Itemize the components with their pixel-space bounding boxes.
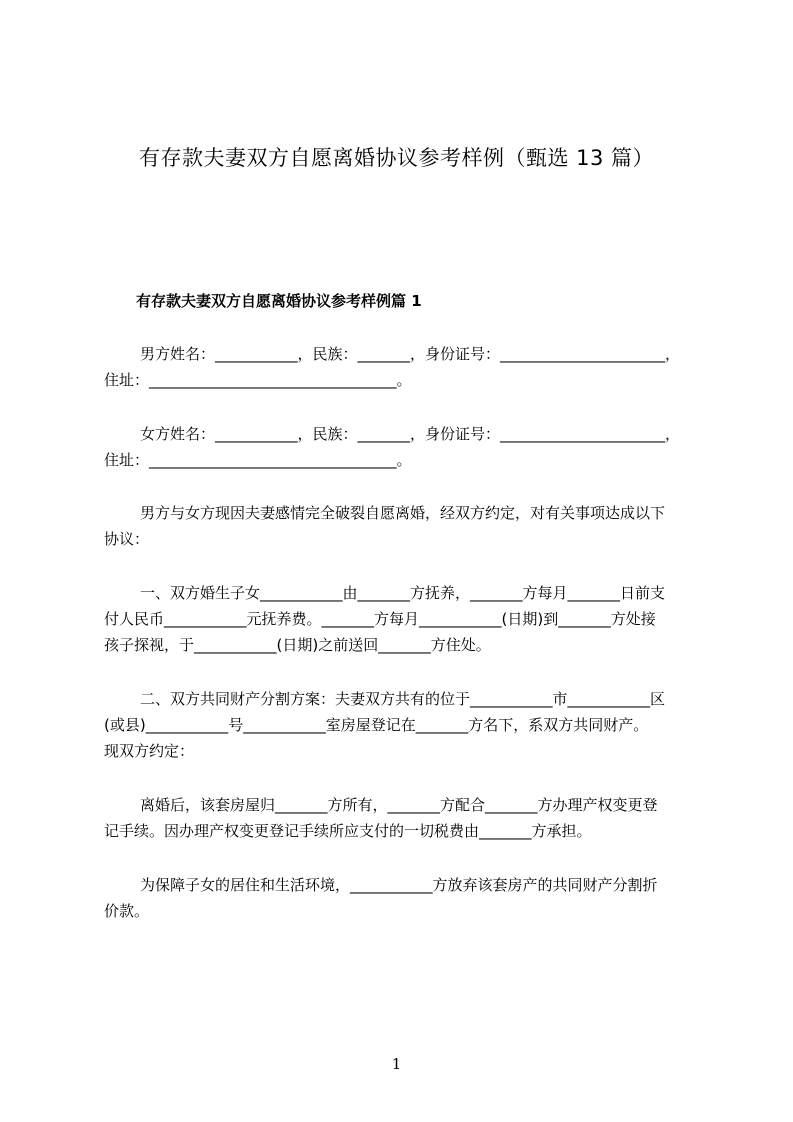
- section-title: 有存款夫妻双方自愿离婚协议参考样例篇 1: [136, 292, 422, 310]
- paragraph-child-residence: [104, 872, 704, 924]
- paragraph-line: 二、双方共同财产分割方案：夫妻双方共有的位于___________市___________区: [140, 690, 666, 708]
- paragraph-agreement-intro: [104, 500, 704, 552]
- paragraph-line: 一、双方婚生子女___________由_______方抚养，_______方每月_______日前支: [140, 584, 666, 602]
- paragraph-property-division: [104, 686, 704, 764]
- page-number: 1: [391, 1055, 402, 1073]
- paragraph-line: 价款。: [104, 902, 150, 920]
- paragraph-male-info: [104, 341, 704, 393]
- paragraph-line: 男方姓名：___________，民族：_______，身份证号：______________________，: [140, 345, 681, 363]
- paragraph-female-info: [104, 421, 704, 473]
- paragraph-line: 女方姓名：___________，民族：_______，身份证号：______________________，: [140, 425, 681, 443]
- paragraph-line: 协议：: [104, 530, 150, 548]
- paragraph-line: (或县)___________号___________室房屋登记在_______方名下，系双方共同财产。: [104, 716, 649, 734]
- paragraph-house-ownership: [104, 792, 704, 844]
- document-title: 有存款夫妻双方自愿离婚协议参考样例（甄选 13 篇）: [138, 146, 655, 170]
- paragraph-line: 男方与女方现因夫妻感情完全破裂自愿离婚，经双方约定，对有关事项达成以下: [140, 504, 666, 522]
- paragraph-line: 离婚后，该套房屋归_______方所有，_______方配合_______方办理产权变更登: [140, 796, 658, 814]
- paragraph-line: 孩子探视，于___________(日期)之前送回_______方住处。: [104, 636, 491, 654]
- paragraph-line: 住址：_________________________________。: [104, 371, 412, 389]
- paragraph-line: 住址：_________________________________。: [104, 451, 412, 469]
- paragraph-line: 记手续。因办理产权变更登记手续所应支付的一切税费由_______方承担。: [104, 822, 592, 840]
- paragraph-line: 付人民币___________元抚养费。_______方每月___________(日期)到_______方处接: [104, 610, 656, 628]
- paragraph-line: 现双方约定：: [104, 742, 195, 760]
- paragraph-line: 为保障子女的居住和生活环境，___________方放弃该套房产的共同财产分割折: [140, 876, 658, 894]
- paragraph-child-custody: [104, 580, 704, 658]
